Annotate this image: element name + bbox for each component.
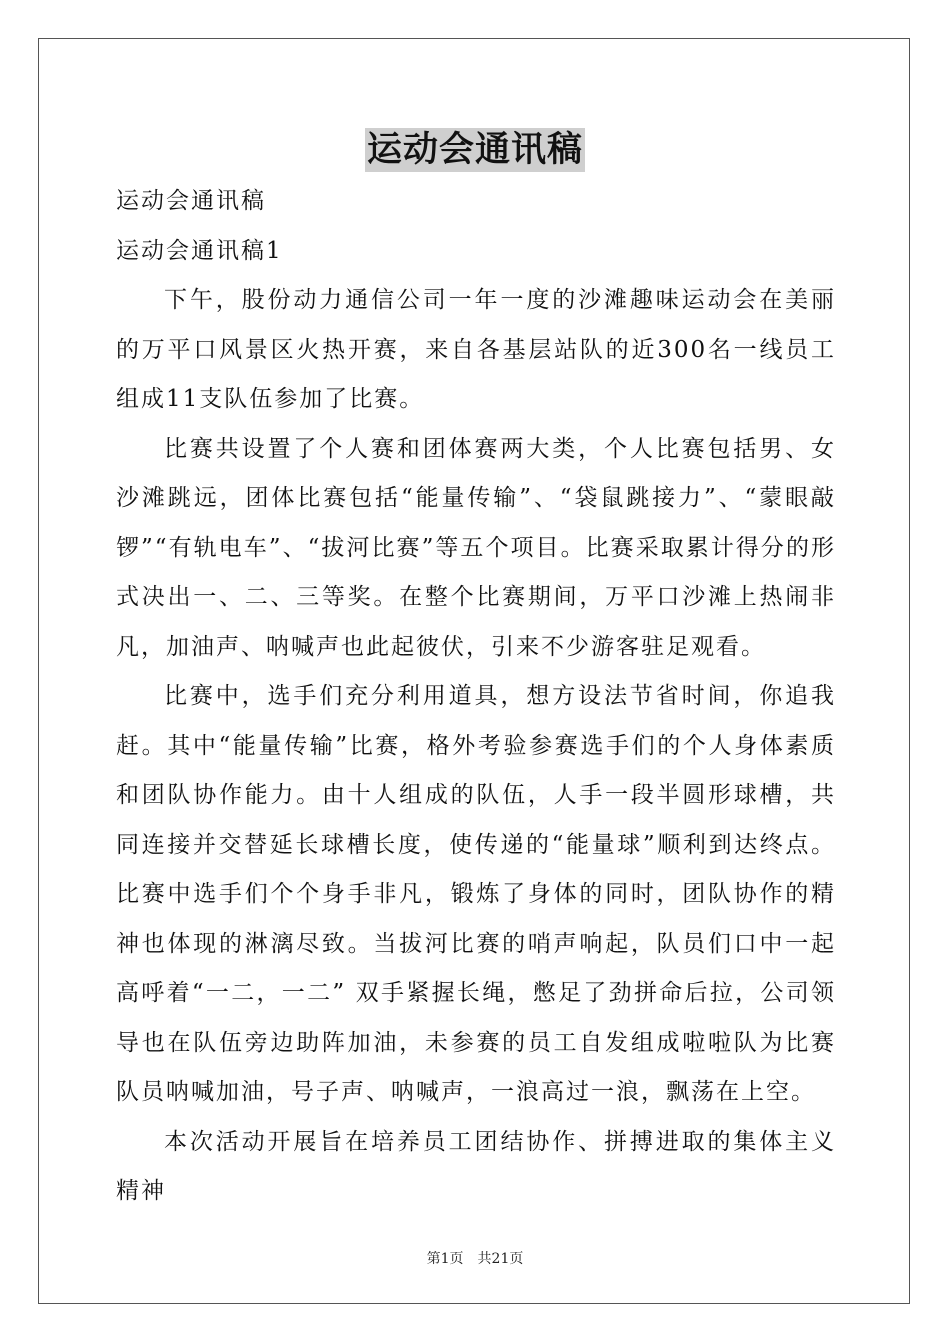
paragraph: 下午，股份动力通信公司一年一度的沙滩趣味运动会在美丽的万平口风景区火热开赛，来自各基层站队的近300名一线员工组成11支队伍参加了比赛。 [116, 287, 836, 412]
paragraph: 比赛中，选手们充分利用道具，想方设法节省时间，你追我赶。其中“能量传输”比赛，格外考验参赛选手们的个人身体素质和团队协作能力。由十人组成的队伍，人手一段半圆形球槽，共同连接并交替延长球槽长度，使传递的“能量球”顺利到达终点。比赛中选手们个个身手非凡，锻炼了身体的同时，团队协作的精神也体现的淋漓尽致。当拔河比赛的哨声响起，队员们口中一起高呼着“一二，一二” 双手紧握长绳，憋足了劲拼命后拉，公司领导也在队伍旁边助阵加油，未参赛的员工自发组成啦啦队为比赛队员呐喊加油，号子声、呐喊声，一浪高过一浪，飘荡在上空。 [116, 683, 836, 1105]
document-title: 运动会通讯稿 [366, 129, 583, 170]
page-number: 第1页 [426, 1251, 464, 1267]
page-footer [0, 1248, 950, 1268]
section-heading: 运动会通讯稿1 [116, 237, 283, 264]
paragraph: 本次活动开展旨在培养员工团结协作、拼搏进取的集体主义精神 [116, 1128, 836, 1204]
paragraph: 比赛共设置了个人赛和团体赛两大类，个人比赛包括男、女沙滩跳远，团体比赛包括“能量传输”、“袋鼠跳接力”、“蒙眼敲锣”“有轨电车”、“拔河比赛”等五个项目。比赛采取累计得分的形式决出一、二、三等奖。在整个比赛期间，万平口沙滩上热闹非凡，加油声、呐喊声也此起彼伏，引来不少游客驻足观看。 [116, 435, 836, 660]
document-subtitle: 运动会通讯稿 [116, 188, 266, 214]
title-area [0, 128, 950, 172]
page-total: 共21页 [477, 1251, 524, 1267]
document-body [116, 177, 836, 1217]
